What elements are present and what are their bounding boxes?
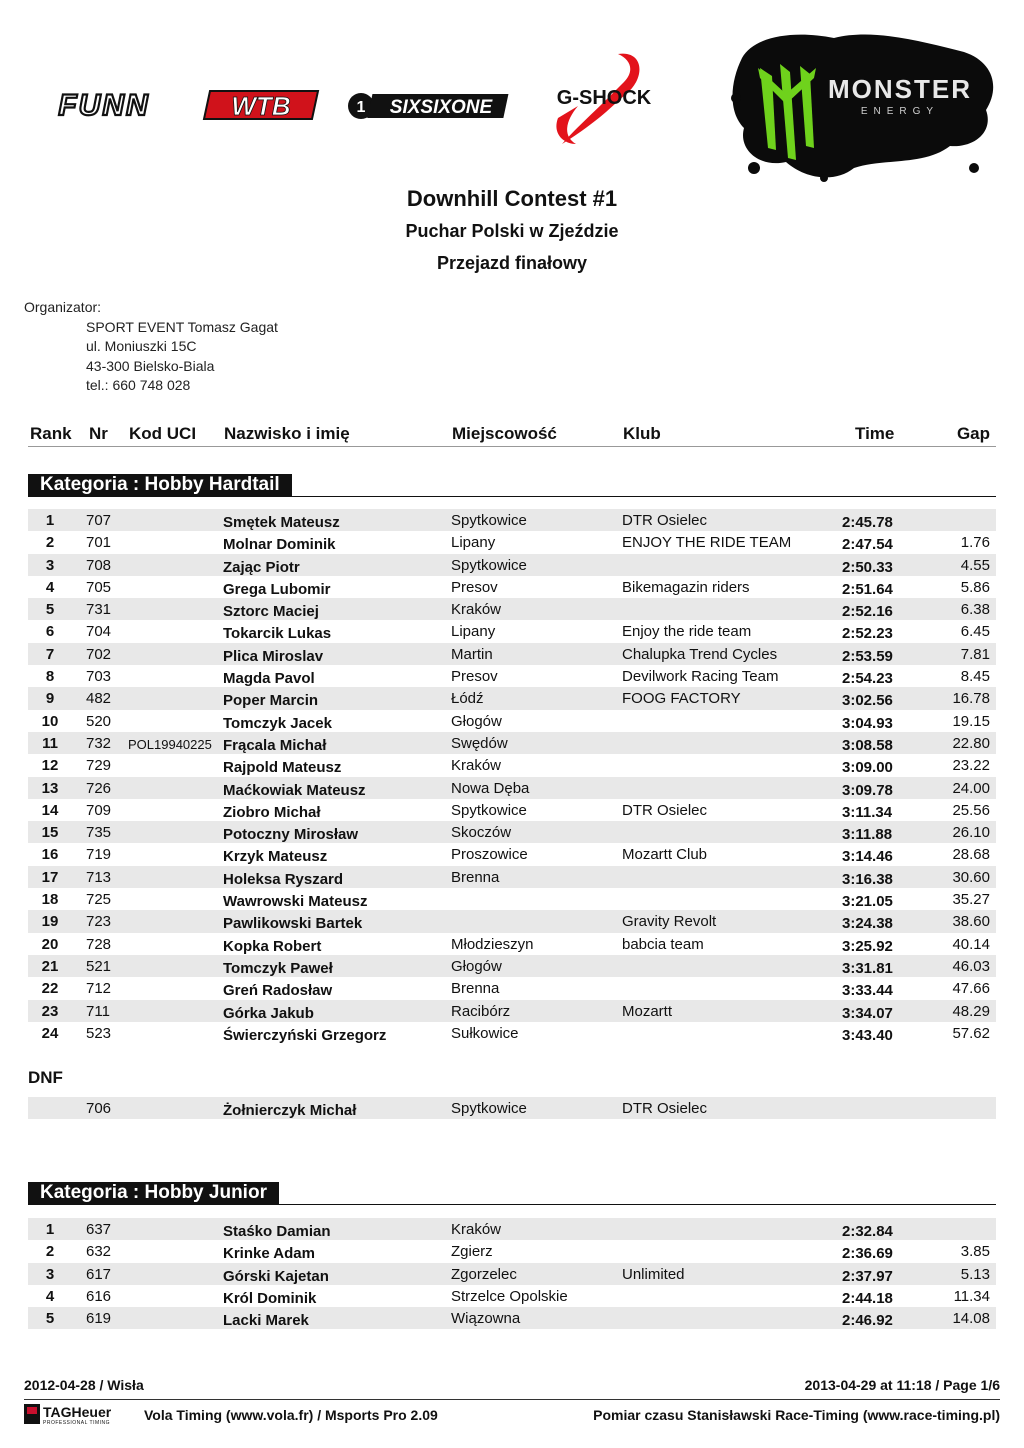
time-cell: 3:43.40: [842, 1026, 893, 1044]
time-cell: 3:02.56: [842, 692, 893, 710]
monster-energy-logo: [724, 28, 1000, 186]
nr-cell: 719: [86, 846, 112, 864]
city-cell: Zgierz: [451, 1243, 493, 1261]
time-cell: 2:51.64: [842, 580, 893, 598]
time-cell: 3:21.05: [842, 893, 893, 911]
time-cell: 3:25.92: [842, 937, 893, 955]
results-table-hobby-hardtail: [28, 509, 996, 1044]
rider-name-cell: Górka Jakub: [223, 1004, 314, 1022]
nr-cell: 705: [86, 578, 112, 596]
wtb-logo: [202, 88, 322, 122]
rank-cell: 17: [41, 868, 59, 886]
club-cell: Unlimited: [622, 1265, 685, 1283]
organizer-street: ul. Moniuszki 15C: [86, 338, 197, 354]
club-cell: Gravity Revolt: [622, 913, 717, 931]
nr-cell: 703: [86, 668, 112, 686]
club-cell: DTR Osielec: [622, 1100, 708, 1117]
time-cell: 3:14.46: [842, 848, 893, 866]
rank-cell: 14: [41, 801, 59, 819]
nr-cell: 732: [86, 734, 112, 752]
col-nr: Nr: [89, 424, 108, 443]
gap-cell: 35.27: [952, 891, 990, 909]
nr-cell: 728: [86, 935, 112, 953]
rank-cell: 23: [41, 1002, 59, 1020]
nr-cell: 520: [86, 712, 112, 730]
organizer-city: 43-300 Bielsko-Biala: [86, 357, 215, 374]
rank-cell: 2: [45, 1243, 55, 1261]
gap-cell: 7.81: [960, 645, 990, 663]
gap-cell: 46.03: [952, 957, 990, 975]
table-row: [28, 977, 996, 999]
time-cell: 2:52.16: [842, 603, 893, 621]
organizer-block: [24, 298, 278, 396]
time-cell: 2:53.59: [842, 647, 893, 665]
gshock-logo: [548, 48, 660, 152]
time-cell: 3:31.81: [842, 959, 893, 977]
city-cell: Kraków: [451, 757, 502, 775]
city-cell: Głogów: [451, 957, 502, 975]
page-title: Downhill Contest #1: [406, 186, 618, 211]
results-table-hobby-junior: [28, 1218, 996, 1329]
rank-cell: 6: [45, 623, 55, 641]
svg-text:FUNN: FUNN: [58, 89, 150, 122]
page-subtitle: Puchar Polski w Zjeździe: [405, 221, 619, 241]
gap-cell: 16.78: [952, 690, 990, 708]
nr-cell: 735: [86, 824, 112, 842]
table-row: [28, 1097, 996, 1119]
rider-name-cell: Poper Marcin: [223, 692, 319, 710]
svg-text:TAGHeuer: TAGHeuer: [43, 1404, 112, 1420]
time-cell: 2:47.54: [842, 536, 893, 554]
table-row: [28, 710, 996, 732]
rider-name-cell: Krinke Adam: [223, 1245, 315, 1263]
rider-name-cell: Staśko Damian: [223, 1223, 331, 1240]
category-rule: [28, 496, 996, 497]
time-cell: 2:50.33: [842, 558, 893, 576]
rider-name-cell: Świerczyński Grzegorz: [223, 1026, 387, 1044]
rider-name-cell: Tomczyk Jacek: [223, 714, 332, 732]
city-cell: Zgorzelec: [451, 1265, 517, 1283]
table-row: [28, 1218, 996, 1240]
gap-cell: 3.85: [960, 1243, 990, 1261]
time-cell: 3:09.78: [842, 781, 893, 799]
table-row: [28, 799, 996, 821]
nr-cell: 482: [86, 690, 112, 708]
nr-cell: 702: [86, 645, 112, 663]
gap-cell: 28.68: [952, 846, 990, 864]
table-row: [28, 777, 996, 799]
city-cell: Presov: [451, 668, 498, 686]
club-cell: DTR Osielec: [622, 512, 708, 529]
gap-cell: 48.29: [952, 1002, 990, 1020]
gap-cell: 57.62: [952, 1024, 990, 1042]
city-cell: Brenna: [451, 868, 500, 886]
city-cell: Sułkowice: [451, 1024, 519, 1042]
rank-cell: 16: [41, 846, 59, 864]
rank-cell: 5: [45, 1310, 55, 1328]
gap-cell: 6.38: [960, 601, 990, 619]
table-row: [28, 1263, 996, 1285]
gap-cell: 14.08: [952, 1310, 990, 1328]
sixsixone-logo: [345, 82, 513, 126]
city-cell: Spytkowice: [451, 556, 527, 574]
time-cell: 2:36.69: [842, 1245, 893, 1263]
table-row: [28, 933, 996, 955]
svg-text:1: 1: [356, 99, 366, 116]
city-cell: Kraków: [451, 601, 502, 619]
city-cell: Strzelce Opolskie: [451, 1287, 568, 1305]
rank-cell: 3: [45, 556, 55, 574]
svg-text:ENERGY: ENERGY: [860, 106, 940, 117]
gap-cell: 4.55: [960, 556, 990, 574]
col-uci: Kod UCI: [129, 424, 197, 443]
city-cell: Wiązowna: [451, 1310, 521, 1328]
city-cell: Młodzieszyn: [451, 935, 534, 953]
table-row: [28, 598, 996, 620]
rank-cell: 3: [45, 1265, 55, 1283]
col-gap: Gap: [956, 424, 990, 443]
rank-cell: 1: [45, 1221, 55, 1238]
time-cell: 2:54.23: [842, 670, 893, 688]
rider-name-cell: Sztorc Maciej: [223, 603, 319, 621]
nr-cell: 725: [86, 891, 112, 909]
rank-cell: 11: [42, 734, 58, 752]
table-row: [28, 910, 996, 932]
rider-name-cell: Tomczyk Paweł: [223, 959, 333, 977]
rank-cell: 7: [45, 645, 55, 663]
city-cell: Skoczów: [451, 824, 512, 842]
club-cell: Mozartt: [622, 1002, 673, 1020]
city-cell: Lipany: [451, 534, 496, 552]
nr-cell: 712: [86, 980, 112, 998]
rider-name-cell: Holeksa Ryszard: [223, 870, 344, 888]
gap-cell: 8.45: [960, 668, 990, 686]
nr-cell: 523: [86, 1024, 112, 1042]
time-cell: 2:37.97: [842, 1267, 893, 1285]
footer-rule: [24, 1399, 1000, 1400]
gap-cell: 19.15: [952, 712, 990, 730]
nr-cell: 701: [86, 534, 112, 552]
table-row: [28, 1022, 996, 1044]
uci-code-cell: POL19940225: [128, 736, 212, 752]
results-table-dnf: [28, 1097, 996, 1119]
city-cell: Martin: [451, 645, 493, 663]
category-rule: [28, 1204, 996, 1205]
table-row: [28, 665, 996, 687]
time-cell: 2:52.23: [842, 625, 893, 643]
rider-name-cell: Król Dominik: [223, 1289, 317, 1307]
city-cell: Spytkowice: [451, 801, 527, 819]
table-row: [28, 531, 996, 553]
city-cell: Nowa Dęba: [451, 779, 530, 797]
city-cell: Łódź: [451, 690, 484, 708]
table-row: [28, 888, 996, 910]
city-cell: Racibórz: [451, 1002, 511, 1020]
time-cell: 3:04.93: [842, 714, 893, 732]
rank-cell: 18: [41, 891, 59, 909]
table-row: [28, 821, 996, 843]
city-cell: Głogów: [451, 712, 502, 730]
table-row: [28, 1307, 996, 1329]
city-cell: Spytkowice: [451, 1100, 527, 1117]
time-cell: 3:11.88: [842, 826, 893, 844]
club-cell: Enjoy the ride team: [622, 623, 752, 641]
table-row: [28, 732, 996, 754]
rank-cell: 12: [41, 757, 59, 775]
gap-cell: 30.60: [952, 868, 990, 886]
table-row: [28, 554, 996, 576]
organizer-name: SPORT EVENT Tomasz Gagat: [86, 318, 278, 335]
nr-cell: 707: [86, 512, 112, 529]
time-cell: 2:46.92: [842, 1312, 893, 1330]
rank-cell: 13: [41, 779, 59, 797]
city-cell: Lipany: [451, 623, 496, 641]
rider-name-cell: Magda Pavol: [223, 670, 315, 688]
rank-cell: 20: [41, 935, 59, 953]
rank-cell: 4: [45, 1287, 55, 1305]
table-row: [28, 643, 996, 665]
svg-text:PROFESSIONAL TIMING: PROFESSIONAL TIMING: [43, 1420, 111, 1425]
club-cell: Bikemagazin riders: [622, 578, 750, 596]
organizer-phone: tel.: 660 748 028: [86, 377, 191, 393]
nr-cell: 706: [86, 1100, 112, 1117]
nr-cell: 731: [86, 601, 112, 619]
rider-name-cell: Maćkowiak Mateusz: [223, 781, 366, 799]
city-cell: Brenna: [451, 980, 500, 998]
gap-cell: 22.80: [952, 734, 990, 752]
tagheuer-logo: [24, 1403, 136, 1425]
footer-pomiar-czasu: Pomiar czasu Stanisławski Race-Timing (www.race-timing.pl): [593, 1407, 1000, 1423]
nr-cell: 616: [86, 1287, 112, 1305]
nr-cell: 637: [86, 1221, 112, 1238]
gap-cell: 40.14: [952, 935, 990, 953]
rider-name-cell: Kopka Robert: [223, 937, 322, 955]
table-row: [28, 843, 996, 865]
rank-cell: 21: [41, 957, 59, 975]
gap-cell: 11.34: [953, 1287, 990, 1305]
nr-cell: 709: [86, 801, 112, 819]
nr-cell: 619: [86, 1310, 112, 1328]
table-row: [28, 1000, 996, 1022]
table-row: [28, 866, 996, 888]
nr-cell: 723: [86, 913, 112, 931]
rank-cell: 9: [45, 690, 55, 708]
col-city: Miejscowość: [452, 424, 557, 443]
time-cell: 2:32.84: [842, 1223, 893, 1240]
gap-cell: 1.76: [960, 534, 990, 552]
rank-cell: 15: [41, 824, 59, 842]
time-cell: 3:24.38: [842, 915, 893, 933]
category-heading: Kategoria : Hobby Junior: [28, 1182, 279, 1204]
rider-name-cell: Plica Miroslav: [223, 647, 324, 665]
gap-cell: 26.10: [952, 824, 990, 842]
footer-vola-timing: Vola Timing (www.vola.fr) / Msports Pro 2.09: [144, 1407, 438, 1423]
gap-cell: 38.60: [952, 913, 990, 931]
rider-name-cell: Krzyk Mateusz: [223, 848, 328, 866]
time-cell: 3:08.58: [842, 736, 893, 754]
time-cell: 3:16.38: [842, 870, 893, 888]
nr-cell: 726: [86, 779, 112, 797]
nr-cell: 617: [86, 1265, 112, 1283]
table-row: [28, 620, 996, 642]
time-cell: 3:09.00: [842, 759, 893, 777]
gap-cell: 5.13: [960, 1265, 990, 1283]
table-row: [28, 687, 996, 709]
city-cell: Spytkowice: [451, 512, 527, 529]
rider-name-cell: Tokarcik Lukas: [223, 625, 332, 643]
svg-text:SIXSIXONE: SIXSIXONE: [389, 97, 493, 118]
nr-cell: 708: [86, 556, 112, 574]
rider-name-cell: Wawrowski Mateusz: [223, 893, 368, 911]
time-cell: 2:45.78: [842, 514, 893, 531]
rider-name-cell: Potoczny Mirosław: [223, 826, 359, 844]
city-cell: Swędów: [451, 734, 508, 752]
organizer-label: Organizator:: [24, 299, 102, 315]
rank-cell: 5: [45, 601, 55, 619]
time-cell: 2:44.18: [842, 1289, 893, 1307]
rider-name-cell: Zając Piotr: [223, 558, 300, 576]
category-heading: Kategoria : Hobby Hardtail: [28, 474, 292, 496]
footer-date-place: 2012-04-28 / Wisła: [24, 1377, 144, 1393]
gap-cell: 47.66: [952, 980, 990, 998]
rider-name-cell: Górski Kajetan: [223, 1267, 329, 1285]
gap-cell: 23.22: [952, 757, 990, 775]
club-cell: Devilwork Racing Team: [622, 668, 779, 686]
table-row: [28, 576, 996, 598]
table-row: [28, 754, 996, 776]
rider-name-cell: Smętek Mateusz: [223, 514, 340, 531]
rank-cell: 8: [45, 668, 55, 686]
rank-cell: 22: [41, 980, 59, 998]
club-cell: ENJOY THE RIDE TEAM: [622, 534, 792, 552]
rank-cell: 1: [45, 512, 55, 529]
club-cell: DTR Osielec: [622, 801, 708, 819]
table-row: [28, 509, 996, 531]
rider-name-cell: Greń Radosław: [223, 982, 333, 1000]
funn-logo: [30, 88, 178, 122]
svg-text:WTB: WTB: [231, 91, 291, 121]
nr-cell: 704: [86, 623, 112, 641]
rider-name-cell: Molnar Dominik: [223, 536, 336, 554]
col-time: Time: [855, 424, 895, 443]
club-cell: FOOG FACTORY: [622, 690, 741, 708]
club-cell: Mozartt Club: [622, 846, 708, 864]
gap-cell: 25.56: [952, 801, 990, 819]
club-cell: babcia team: [622, 935, 704, 953]
svg-text:G-SHOCK: G-SHOCK: [556, 87, 652, 109]
rank-cell: 19: [41, 913, 59, 931]
footer-printed-page: 2013-04-29 at 11:18 / Page 1/6: [804, 1377, 1000, 1393]
dnf-label: DNF: [28, 1068, 63, 1087]
table-row: [28, 1240, 996, 1262]
gap-cell: 24.00: [952, 779, 990, 797]
time-cell: 3:11.34: [842, 803, 893, 821]
rider-name-cell: Grega Lubomir: [223, 580, 331, 598]
rider-name-cell: Żołnierczyk Michał: [223, 1102, 357, 1119]
col-club: Klub: [623, 424, 661, 443]
gap-cell: 6.45: [960, 623, 990, 641]
rank-cell: 2: [45, 534, 55, 552]
nr-cell: 713: [86, 868, 112, 886]
city-cell: Presov: [451, 578, 498, 596]
rider-name-cell: Lacki Marek: [223, 1312, 309, 1330]
page-subtitle-2: Przejazd finałowy: [436, 253, 588, 273]
rank-cell: 4: [45, 578, 55, 596]
rank-cell: 24: [41, 1024, 59, 1042]
nr-cell: 632: [86, 1243, 112, 1261]
nr-cell: 711: [86, 1002, 110, 1020]
results-column-headers: [28, 424, 996, 447]
table-row: [28, 955, 996, 977]
club-cell: Chalupka Trend Cycles: [622, 645, 778, 663]
nr-cell: 729: [86, 757, 112, 775]
time-cell: 3:33.44: [842, 982, 893, 1000]
col-name: Nazwisko i imię: [224, 424, 350, 443]
rider-name-cell: Ziobro Michał: [223, 803, 321, 821]
rider-name-cell: Pawlikowski Bartek: [223, 915, 363, 933]
nr-cell: 521: [86, 957, 112, 975]
city-cell: Kraków: [451, 1221, 502, 1238]
gap-cell: 5.86: [960, 578, 990, 596]
rider-name-cell: Rajpold Mateusz: [223, 759, 342, 777]
rider-name-cell: Frącala Michał: [223, 736, 327, 754]
table-row: [28, 1285, 996, 1307]
city-cell: Proszowice: [451, 846, 528, 864]
rank-cell: 10: [41, 712, 59, 730]
col-rank: Rank: [30, 424, 72, 443]
svg-text:MONSTER: MONSTER: [828, 74, 972, 104]
time-cell: 3:34.07: [842, 1004, 893, 1022]
